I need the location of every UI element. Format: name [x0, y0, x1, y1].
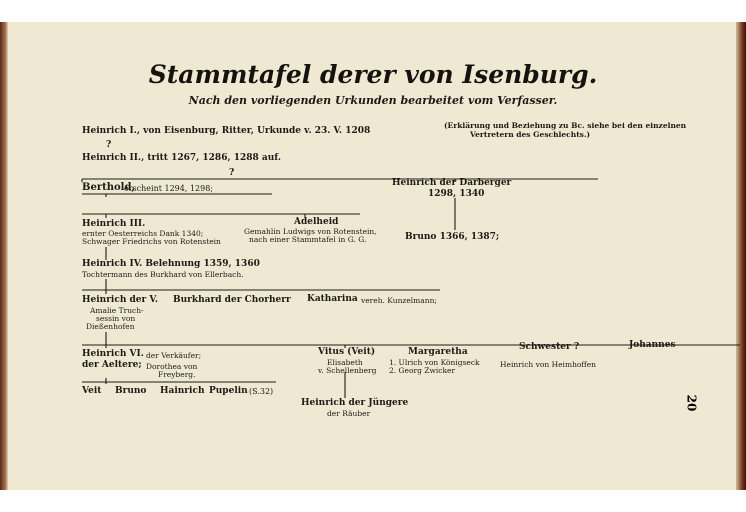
- darberger-years: 1298, 1340: [428, 189, 485, 199]
- pupelin: Pupelin: [209, 386, 248, 396]
- heinrich-i: Heinrich I., von Eisenburg, Ritter, Urkunde v. 23. V. 1208: [82, 126, 371, 136]
- margaretha-husband-1: 1. Ulrich von Königseck: [389, 358, 480, 367]
- heinrich-v-wife-2: sessin von: [96, 314, 136, 323]
- hainrich: Hainrich: [160, 386, 205, 396]
- heinrich-vi-note-3: Freyberg.: [158, 370, 196, 379]
- heinrich-ii: Heinrich II., tritt 1267, 1286, 1288 auf.: [82, 153, 281, 163]
- johannes: Johannes: [629, 340, 676, 350]
- heinrich-iii-note-1: ernter Oesterreichs Dank 1340;: [82, 229, 204, 238]
- veit: Veit: [82, 386, 102, 396]
- family-tree-lines: [0, 22, 746, 490]
- katharina-note: vereh. Kunzelmann;: [361, 296, 437, 305]
- schwester: Schwester ?: [519, 342, 580, 352]
- bruno-gen8: Bruno: [115, 386, 147, 396]
- heinrich-iii: Heinrich III.: [82, 219, 146, 229]
- heinrich-iv-note: Tochtermann des Burkhard von Ellerbach.: [82, 270, 244, 279]
- bruno-gen4: Bruno 1366, 1387;: [405, 232, 500, 242]
- page-number: 20: [684, 394, 699, 412]
- vitus-wife-2: v. Schellenberg: [318, 366, 377, 375]
- heinrich-vi-aeltere: der Aeltere;: [82, 360, 142, 370]
- heinrich-v-wife-3: Dießenhofen: [86, 322, 135, 331]
- katharina: Katharina: [307, 294, 358, 304]
- heinrich-vi-note-2: Dorothea von: [146, 362, 198, 371]
- book-page: [0, 22, 746, 490]
- vitus: Vitus (Veit): [318, 347, 376, 357]
- heinrich-iii-note-2: Schwager Friedrichs von Rotenstein: [82, 237, 221, 246]
- vitus-wife-1: Elisabeth: [327, 358, 363, 367]
- note-line-2: Vertretern des Geschlechts.): [470, 130, 591, 139]
- pupelin-ref: (S.32): [249, 387, 274, 396]
- adelheid: Adelheid: [294, 217, 339, 227]
- schwester-husband: Heinrich von Heimhoffen: [500, 360, 597, 369]
- margaretha: Margaretha: [408, 347, 468, 357]
- heinrich-vi: Heinrich VI.: [82, 349, 144, 359]
- burkhard-chorherr: Burkhard der Chorherr: [173, 295, 291, 305]
- heinrich-vi-note-1: der Verkäufer;: [146, 351, 202, 360]
- heinrich-der-juengere: Heinrich der Jüngere: [301, 398, 409, 408]
- adelheid-note-2: nach einer Stammtafel in G. G.: [249, 235, 367, 244]
- darberger-name: Heinrich der Darberger: [392, 178, 512, 188]
- heinrich-v: Heinrich der V.: [82, 295, 158, 305]
- margaretha-husband-2: 2. Georg Zwicker: [389, 366, 456, 375]
- heinrich-iv: Heinrich IV. Belehnung 1359, 1360: [82, 259, 260, 269]
- heinrich-ii-mark: ?: [229, 168, 235, 178]
- note-line-1: (Erklärung und Beziehung zu Bc. siehe bei den einzelnen: [444, 121, 687, 130]
- heinrich-i-mark: ?: [106, 140, 112, 150]
- heinrich-der-raeuber: der Räuber: [327, 409, 371, 418]
- berthold-name: Berthold,: [82, 182, 135, 193]
- heinrich-v-wife-1: Amalie Truch-: [90, 306, 144, 315]
- page-subtitle: Nach den vorliegenden Urkunden bearbeitet vom Verfasser.: [188, 94, 558, 107]
- adelheid-note-1: Gemahlin Ludwigs von Rotenstein,: [244, 227, 377, 236]
- page-title: Stammtafel derer von Isenburg.: [148, 60, 598, 89]
- berthold-note: erscheint 1294, 1298;: [124, 184, 213, 193]
